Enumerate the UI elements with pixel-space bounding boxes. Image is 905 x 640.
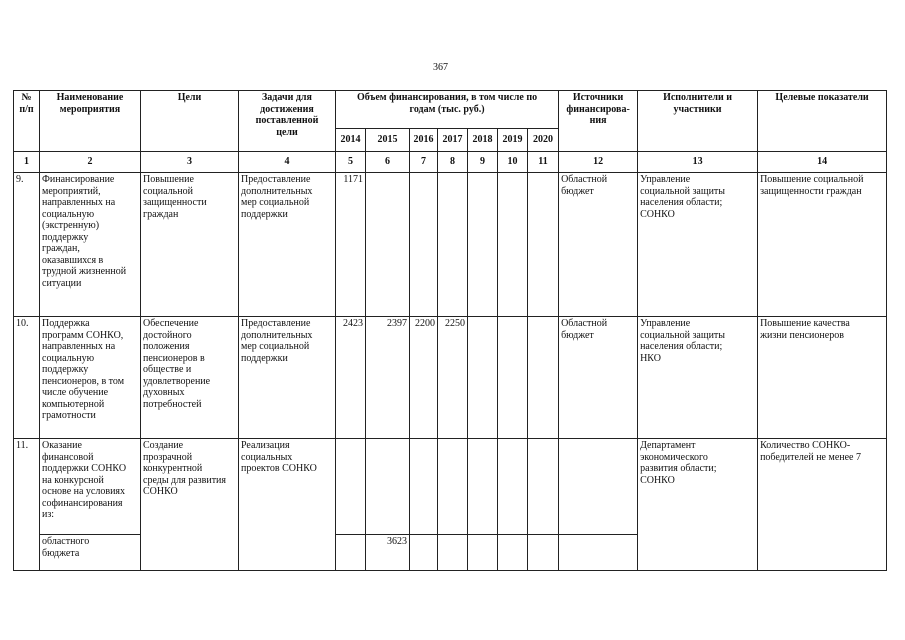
row-number: 11. bbox=[14, 439, 40, 571]
value-2014: 2423 bbox=[336, 317, 366, 439]
header-volume: Объем финансирования, в том числе по годам (тыс. руб.) bbox=[336, 91, 559, 129]
value-2015: 2397 bbox=[366, 317, 410, 439]
value-2016 bbox=[410, 535, 438, 571]
row-executor: Управление социальной защиты населения области; СОНКО bbox=[638, 173, 758, 317]
value-2016: 2200 bbox=[410, 317, 438, 439]
value-2017 bbox=[438, 439, 468, 535]
column-number: 9 bbox=[468, 152, 498, 173]
row-goal: Повышение социальной защищенности граждан bbox=[141, 173, 239, 317]
value-2016 bbox=[410, 173, 438, 317]
value-2019 bbox=[498, 317, 528, 439]
column-number: 12 bbox=[559, 152, 638, 173]
row-goal: Обеспечение достойного положения пенсионеров в обществе и удовлетворение духовных потребностей bbox=[141, 317, 239, 439]
column-number: 13 bbox=[638, 152, 758, 173]
row-name: Поддержка программ СОНКО, направленных на социальную поддержку пенсионеров, в том числе обучение компьютерной грамотности bbox=[40, 317, 141, 439]
row-number: 10. bbox=[14, 317, 40, 439]
value-2017 bbox=[438, 535, 468, 571]
column-number: 7 bbox=[410, 152, 438, 173]
table-row bbox=[14, 317, 887, 439]
column-number: 1 bbox=[14, 152, 40, 173]
header-year: 2018 bbox=[468, 129, 498, 152]
column-number: 10 bbox=[498, 152, 528, 173]
row-task: Реализация социальных проектов СОНКО bbox=[239, 439, 336, 571]
value-2015: 3623 bbox=[366, 535, 410, 571]
header-year: 2015 bbox=[366, 129, 410, 152]
column-number: 2 bbox=[40, 152, 141, 173]
value-2017 bbox=[438, 173, 468, 317]
value-2015 bbox=[366, 439, 410, 535]
row-indicator: Повышение социальной защищенности граждан bbox=[758, 173, 887, 317]
value-2016 bbox=[410, 439, 438, 535]
row-name: Оказание финансовой поддержки СОНКО на конкурсной основе на условиях софинансирования из: bbox=[40, 439, 141, 535]
subrow-source bbox=[559, 535, 638, 571]
table-header-row bbox=[14, 91, 887, 129]
value-2018 bbox=[468, 535, 498, 571]
header-num: № п/п bbox=[14, 91, 40, 152]
row-task: Предоставление дополнительных мер социальной поддержки bbox=[239, 317, 336, 439]
value-2020 bbox=[528, 173, 559, 317]
header-year: 2019 bbox=[498, 129, 528, 152]
header-indicators: Целевые показатели bbox=[758, 91, 887, 152]
value-2020 bbox=[528, 439, 559, 535]
value-2018 bbox=[468, 317, 498, 439]
header-sources: Источники финансирова- ния bbox=[559, 91, 638, 152]
header-goals: Цели bbox=[141, 91, 239, 152]
value-2014 bbox=[336, 439, 366, 535]
table-row bbox=[14, 439, 887, 535]
value-2019 bbox=[498, 535, 528, 571]
column-number: 8 bbox=[438, 152, 468, 173]
row-number: 9. bbox=[14, 173, 40, 317]
column-number: 6 bbox=[366, 152, 410, 173]
row-source: Областной бюджет bbox=[559, 317, 638, 439]
header-year: 2017 bbox=[438, 129, 468, 152]
header-name: Наименование мероприятия bbox=[40, 91, 141, 152]
value-2019 bbox=[498, 439, 528, 535]
header-year: 2016 bbox=[410, 129, 438, 152]
value-2014: 1171 bbox=[336, 173, 366, 317]
column-numbers-row bbox=[14, 152, 887, 173]
header-year: 2020 bbox=[528, 129, 559, 152]
value-2019 bbox=[498, 173, 528, 317]
subrow-name: областного бюджета bbox=[40, 535, 141, 571]
row-executor: Управление социальной защиты населения области; НКО bbox=[638, 317, 758, 439]
row-source: Областной бюджет bbox=[559, 173, 638, 317]
row-indicator: Количество СОНКО- победителей не менее 7 bbox=[758, 439, 887, 571]
row-source bbox=[559, 439, 638, 535]
row-indicator: Повышение качества жизни пенсионеров bbox=[758, 317, 887, 439]
value-2020 bbox=[528, 535, 559, 571]
column-number: 3 bbox=[141, 152, 239, 173]
value-2018 bbox=[468, 439, 498, 535]
page-number: 367 bbox=[433, 62, 448, 73]
header-year: 2014 bbox=[336, 129, 366, 152]
column-number: 11 bbox=[528, 152, 559, 173]
row-name: Финансирование мероприятий, направленных на социальную (экстренную) поддержку граждан, оказавшихся в трудной жизненной ситуации bbox=[40, 173, 141, 317]
column-number: 5 bbox=[336, 152, 366, 173]
value-2017: 2250 bbox=[438, 317, 468, 439]
column-number: 14 bbox=[758, 152, 887, 173]
column-number: 4 bbox=[239, 152, 336, 173]
header-tasks: Задачи для достижения поставленной цели bbox=[239, 91, 336, 152]
value-2018 bbox=[468, 173, 498, 317]
table-row bbox=[14, 173, 887, 317]
row-executor: Департамент экономического развития области; СОНКО bbox=[638, 439, 758, 571]
row-goal: Создание прозрачной конкурентной среды для развития СОНКО bbox=[141, 439, 239, 571]
value-2015 bbox=[366, 173, 410, 317]
row-task: Предоставление дополнительных мер социальной поддержки bbox=[239, 173, 336, 317]
value-2014 bbox=[336, 535, 366, 571]
value-2020 bbox=[528, 317, 559, 439]
header-executors: Исполнители и участники bbox=[638, 91, 758, 152]
financing-table bbox=[13, 90, 887, 571]
